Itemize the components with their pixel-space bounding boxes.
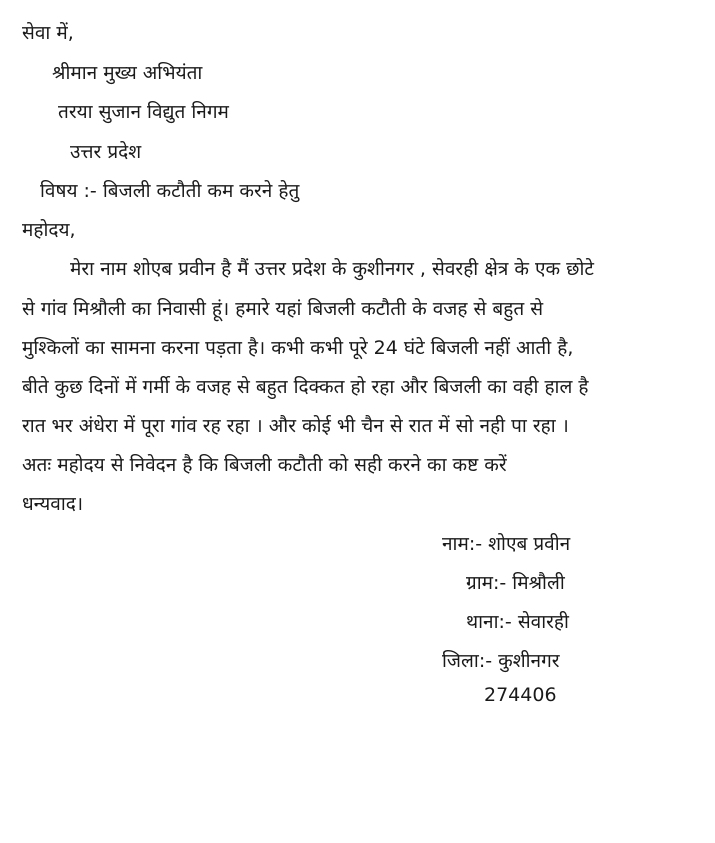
body-line: अतः महोदय से निवेदन है कि बिजली कटौती को सही करने का कष्ट करें [22,454,507,476]
recipient-name: श्रीमान मुख्य अभियंता [52,62,203,84]
signature-district: जिला:- कुशीनगर [442,650,560,672]
signature-village: ग्राम:- मिश्रौली [466,572,565,594]
body-line: मेरा नाम शोएब प्रवीन है मैं उत्तर प्रदेश के कुशीनगर , सेवरही क्षेत्र के एक छोटे [70,258,594,280]
body-line: मुश्किलों का सामना करना पड़ता है। कभी कभी पूरे 24 घंटे बिजली नहीं आती है, [22,337,574,359]
closing: धन्यवाद। [22,493,84,515]
recipient-org: तरया सुजान विद्युत निगम [58,101,229,123]
signature-police-station: थाना:- सेवारही [466,611,569,633]
subject-line: विषय :- बिजली कटौती कम करने हेतु [40,180,300,202]
body-line: रात भर अंधेरा में पूरा गांव रह रहा । और कोई भी चैन से रात में सो नही पा रहा । [22,415,569,437]
salutation-to: सेवा में, [22,22,74,44]
greeting: महोदय, [22,219,76,241]
body-line: से गांव मिश्रौली का निवासी हूं। हमारे यहां बिजली कटौती के वजह से बहुत से [22,298,544,320]
body-line: बीते कुछ दिनों में गर्मी के वजह से बहुत दिक्कत हो रहा और बिजली का वही हाल है [22,376,589,398]
signature-name: नाम:- शोएब प्रवीन [442,533,571,555]
recipient-state: उत्तर प्रदेश [70,141,142,163]
signature-pincode: 274406 [484,684,557,706]
